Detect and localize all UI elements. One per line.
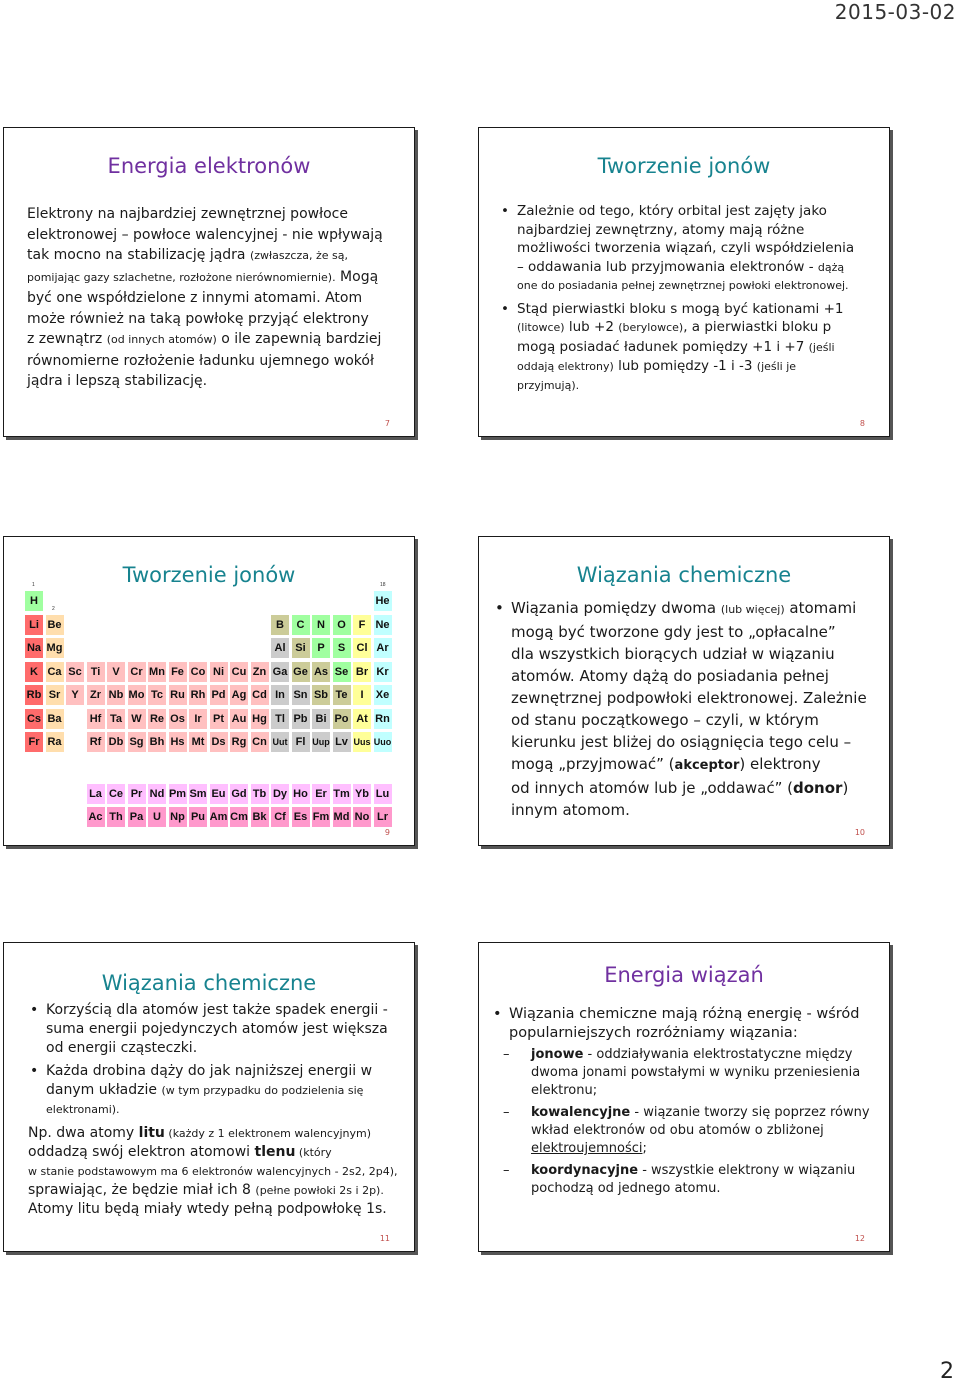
element-cell: Cu bbox=[229, 661, 249, 683]
element-cell: P bbox=[311, 637, 331, 659]
element-cell: Am bbox=[209, 806, 229, 828]
periodic-table bbox=[18, 580, 398, 830]
slide-title: Tworzenie jonów bbox=[597, 154, 771, 178]
bullet-item: • Wiązania chemiczne mają różną energię - wśród popularniejszych rozróżniamy wiązania: bbox=[491, 1005, 881, 1043]
element-cell: Al bbox=[270, 637, 290, 659]
element-cell: Tc bbox=[147, 684, 167, 706]
slide-body bbox=[491, 1005, 881, 1198]
text-line: jądra i lepszą stabilizację. bbox=[27, 373, 208, 389]
slide-11 bbox=[3, 942, 415, 1252]
element-cell: Zr bbox=[86, 684, 106, 706]
element-cell: Sm bbox=[188, 783, 208, 805]
slide-7 bbox=[3, 127, 415, 437]
element-cell: Uuo bbox=[373, 731, 393, 753]
element-cell: Uus bbox=[352, 731, 372, 753]
slide-body bbox=[499, 202, 884, 395]
element-cell: B bbox=[270, 614, 290, 636]
element-cell: Ga bbox=[270, 661, 290, 683]
bullet-item: • Zależnie od tego, który orbital jest zajęty jako najbardziej zewnętrzny, atomy mają różne możliwości tworzenia wiązań, czyli współdzielenia – oddawania lub przyjmowania elektronów - dążą one do posiadania pełnej zewnętrznej powłoki elektronowej. bbox=[499, 202, 884, 296]
element-cell: Xe bbox=[373, 684, 393, 706]
element-cell: Ce bbox=[106, 783, 126, 805]
text-line: tak mocno na stabilizację jądra (zwłaszcza, że są, bbox=[27, 247, 348, 263]
element-cell: Bi bbox=[311, 708, 331, 730]
element-cell: Po bbox=[332, 708, 352, 730]
element-cell: Ac bbox=[86, 806, 106, 828]
element-cell: As bbox=[311, 661, 331, 683]
element-cell: Pm bbox=[168, 783, 188, 805]
element-cell: Kr bbox=[373, 661, 393, 683]
element-cell: Ba bbox=[45, 708, 65, 730]
element-cell: Cd bbox=[250, 684, 270, 706]
element-cell: Mt bbox=[188, 731, 208, 753]
element-cell: At bbox=[352, 708, 372, 730]
slide-title: Energia wiązań bbox=[604, 963, 764, 987]
slide-title: Tworzenie jonów bbox=[122, 563, 296, 587]
element-cell: Nb bbox=[106, 684, 126, 706]
slide-number: 9 bbox=[384, 828, 390, 837]
element-cell: Rh bbox=[188, 684, 208, 706]
text-line: Elektrony na najbardziej zewnętrznej powłoce bbox=[27, 206, 348, 222]
slide-10 bbox=[478, 536, 890, 846]
element-cell: Uut bbox=[270, 731, 290, 753]
slide-body bbox=[493, 597, 883, 821]
element-cell: Pa bbox=[127, 806, 147, 828]
element-cell: Ag bbox=[229, 684, 249, 706]
text-line: być one współdzielone z innymi atomami. Atom bbox=[27, 290, 363, 306]
element-cell: Br bbox=[352, 661, 372, 683]
element-cell: H bbox=[24, 590, 44, 612]
slide-body bbox=[27, 204, 407, 392]
element-cell: Hs bbox=[168, 731, 188, 753]
element-cell: Cs bbox=[24, 708, 44, 730]
element-cell: Rn bbox=[373, 708, 393, 730]
element-cell: Bk bbox=[250, 806, 270, 828]
element-cell: Ra bbox=[45, 731, 65, 753]
element-cell: Ti bbox=[86, 661, 106, 683]
element-cell: Pr bbox=[127, 783, 147, 805]
bullet-item: • Korzyścią dla atomów jest także spadek energii - suma energii pojedynczych atomów jest większa od energii cząsteczki. bbox=[28, 1001, 408, 1058]
element-cell: Se bbox=[332, 661, 352, 683]
element-cell: Cl bbox=[352, 637, 372, 659]
element-cell: Mo bbox=[127, 684, 147, 706]
element-cell: Lr bbox=[373, 806, 393, 828]
element-cell: Hf bbox=[86, 708, 106, 730]
element-cell: Cm bbox=[229, 806, 249, 828]
element-cell: Ca bbox=[45, 661, 65, 683]
element-cell: Fr bbox=[24, 731, 44, 753]
element-cell: Mg bbox=[45, 637, 65, 659]
element-cell: Eu bbox=[209, 783, 229, 805]
element-cell: Ar bbox=[373, 637, 393, 659]
element-cell: In bbox=[270, 684, 290, 706]
group-label: 1 bbox=[32, 582, 35, 588]
element-cell: V bbox=[106, 661, 126, 683]
element-cell: N bbox=[311, 614, 331, 636]
element-cell: Pb bbox=[291, 708, 311, 730]
element-cell: Tm bbox=[332, 783, 352, 805]
element-cell: Re bbox=[147, 708, 167, 730]
element-cell: Nd bbox=[147, 783, 167, 805]
element-cell: Sc bbox=[65, 661, 85, 683]
element-cell: Rf bbox=[86, 731, 106, 753]
sub-item: – jonowe - oddziaływania elektrostatyczne między dwoma jonami powstałymi w wyniku przeniesienia elektronu; bbox=[503, 1047, 861, 1098]
element-cell: Si bbox=[291, 637, 311, 659]
element-cell: Fm bbox=[311, 806, 331, 828]
element-cell: Lv bbox=[332, 731, 352, 753]
slide-8 bbox=[478, 127, 890, 437]
element-cell: Mn bbox=[147, 661, 167, 683]
element-cell: Th bbox=[106, 806, 126, 828]
slide-12 bbox=[478, 942, 890, 1252]
element-cell: Cn bbox=[250, 731, 270, 753]
element-cell: Cr bbox=[127, 661, 147, 683]
sub-item: – koordynacyjne - wszystkie elektrony w wiązaniu pochodzą od jednego atomu. bbox=[503, 1163, 856, 1196]
element-cell: Uup bbox=[311, 731, 331, 753]
element-cell: O bbox=[332, 614, 352, 636]
text-line: pomijając gazy szlachetne, rozłożone nierównomiernie). Mogą bbox=[27, 268, 379, 285]
element-cell: He bbox=[373, 590, 393, 612]
element-cell: Yb bbox=[352, 783, 372, 805]
element-cell: Be bbox=[45, 614, 65, 636]
element-cell: W bbox=[127, 708, 147, 730]
element-cell: Lu bbox=[373, 783, 393, 805]
element-cell: Ho bbox=[291, 783, 311, 805]
element-cell: Li bbox=[24, 614, 44, 636]
text-line: z zewnątrz (od innych atomów) o ile zapewnią bardziej bbox=[27, 331, 382, 347]
element-cell: Er bbox=[311, 783, 331, 805]
element-cell: Tb bbox=[250, 783, 270, 805]
text-line: może również na taką powłokę przyjąć elektrony bbox=[27, 310, 369, 327]
element-cell: Ni bbox=[209, 661, 229, 683]
element-cell: Te bbox=[332, 684, 352, 706]
slide-number: 10 bbox=[854, 828, 865, 837]
element-cell: Ir bbox=[188, 708, 208, 730]
element-cell: Cf bbox=[270, 806, 290, 828]
element-cell: No bbox=[352, 806, 372, 828]
element-cell: Ge bbox=[291, 661, 311, 683]
element-cell: Fl bbox=[291, 731, 311, 753]
element-cell: U bbox=[147, 806, 167, 828]
bullet-item: • Każda drobina dąży do jak najniższej energii w danym układzie (w tym przypadku do podzielenia się elektronami). bbox=[28, 1062, 408, 1119]
element-cell: Zn bbox=[250, 661, 270, 683]
text-line: elektronowej – powłoce walencyjnej - nie wpływają bbox=[27, 226, 383, 243]
slide-number: 11 bbox=[379, 1234, 390, 1243]
element-cell: Gd bbox=[229, 783, 249, 805]
element-cell: Co bbox=[188, 661, 208, 683]
group-label: 18 bbox=[380, 582, 386, 588]
slide-title: Wiązania chemiczne bbox=[576, 563, 792, 587]
slide-number: 12 bbox=[854, 1234, 865, 1243]
page-number: 2 bbox=[940, 1359, 954, 1384]
text-line: równomierne rozłożenie ładunku ujemnego wokół bbox=[27, 352, 374, 369]
bullet-item: • Stąd pierwiastki bloku s mogą być kationami +1 (litowce) lub +2 (berylowce), a pierwiastki bloku p mogą posiadać ładunek pomiędzy +1 i +7 (jeśli oddają elektrony) lub pomiędzy -1 i -3 (jeśli je przyjmują). bbox=[499, 300, 884, 396]
element-cell: Pt bbox=[209, 708, 229, 730]
slide-title: Wiązania chemiczne bbox=[101, 971, 317, 995]
element-cell: C bbox=[291, 614, 311, 636]
text-line: sprawiając, że będzie miał ich 8 (pełne powłoki 2s i 2p). bbox=[28, 1182, 384, 1198]
element-cell: Tl bbox=[270, 708, 290, 730]
element-cell: Ds bbox=[209, 731, 229, 753]
element-cell: S bbox=[332, 637, 352, 659]
element-cell: Ta bbox=[106, 708, 126, 730]
element-cell: Os bbox=[168, 708, 188, 730]
element-cell: Ne bbox=[373, 614, 393, 636]
element-cell: Hg bbox=[250, 708, 270, 730]
slide-number: 7 bbox=[384, 419, 390, 428]
element-cell: Dy bbox=[270, 783, 290, 805]
element-cell: Y bbox=[65, 684, 85, 706]
text-line: oddadzą swój elektron atomowi tlenu (który bbox=[28, 1144, 332, 1160]
element-cell: Rb bbox=[24, 684, 44, 706]
text-line: Np. dwa atomy litu (każdy z 1 elektronem walencyjnym) bbox=[28, 1125, 372, 1141]
element-cell: Ru bbox=[168, 684, 188, 706]
element-cell: I bbox=[352, 684, 372, 706]
bullet-item: • Wiązania pomiędzy dwoma (lub więcej) atomami mogą być tworzone gdy jest to „opłacalne” dla wszystkich biorących udział w wiązaniu atomów. Atomy dążą do posiadania pełnej zewnętrznej podpowłoki elektronowej. Zależnie od stanu początkowego – czyli, w którym kierunku jest bliżej do osiągnięcia tego celu – mogą „przyjmować” (akceptor) elektrony od innych atomów lub je „oddawać” (donor) innym atomom. bbox=[493, 597, 883, 821]
element-cell: La bbox=[86, 783, 106, 805]
slide-number: 8 bbox=[859, 419, 865, 428]
element-cell: Es bbox=[291, 806, 311, 828]
element-cell: Np bbox=[168, 806, 188, 828]
element-cell: Sb bbox=[311, 684, 331, 706]
element-cell: Sn bbox=[291, 684, 311, 706]
element-cell: K bbox=[24, 661, 44, 683]
element-cell: Db bbox=[106, 731, 126, 753]
element-cell: Fe bbox=[168, 661, 188, 683]
element-cell: Pd bbox=[209, 684, 229, 706]
slide-title: Energia elektronów bbox=[107, 154, 311, 178]
element-cell: Bh bbox=[147, 731, 167, 753]
slide-body bbox=[28, 1001, 408, 1219]
element-cell: Sr bbox=[45, 684, 65, 706]
element-cell: Na bbox=[24, 637, 44, 659]
text-line: w stanie podstawowym ma 6 elektronów walencyjnych - 2s2, 2p4), bbox=[28, 1165, 398, 1178]
sub-item: – kowalencyjne - wiązanie tworzy się poprzez równy wkład elektronów od obu atomów o zbliżonej elektroujemności; bbox=[503, 1105, 870, 1156]
header-date: 2015-03-02 bbox=[834, 0, 956, 24]
text-line: Atomy litu będą miały wtedy pełną podpowłokę 1s. bbox=[28, 1201, 387, 1217]
element-cell: Au bbox=[229, 708, 249, 730]
element-cell: Pu bbox=[188, 806, 208, 828]
element-cell: Rg bbox=[229, 731, 249, 753]
element-cell: F bbox=[352, 614, 372, 636]
group-label: 2 bbox=[52, 606, 55, 612]
element-cell: Sg bbox=[127, 731, 147, 753]
element-cell: Md bbox=[332, 806, 352, 828]
